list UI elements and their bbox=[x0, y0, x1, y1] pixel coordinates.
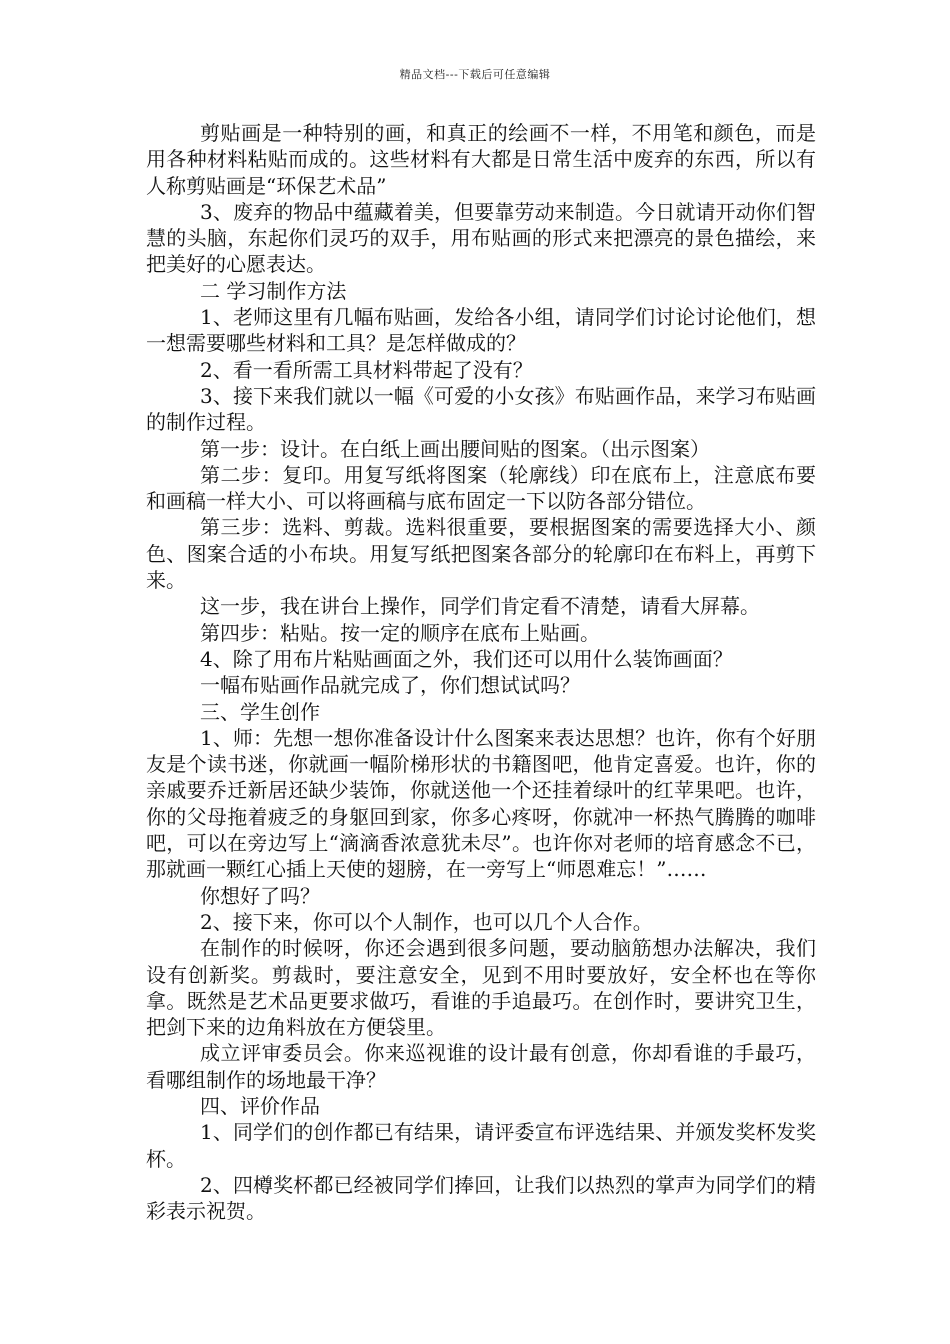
paragraph: 你想好了吗？ bbox=[200, 883, 320, 908]
section-heading: 四、评价作品 bbox=[200, 1093, 320, 1118]
paragraph: 在制作的时候呀，你还会遇到很多问题，要动脑筋想办法解决，我们设有创新奖。剪裁时，要注意安全，见到不用时要放好，安全杯也在等你拿。既然是艺术品更要求做巧，看谁的手追最巧。在创作时，要讲究卫生，把剑下来的边角料放在方便袋里。 bbox=[146, 936, 816, 1040]
section-heading: 二 学习制作方法 bbox=[200, 278, 347, 303]
paragraph: 2、看一看所需工具材料带起了没有？ bbox=[200, 357, 533, 382]
paragraph: 这一步，我在讲台上操作，同学们肯定看不清楚，请看大屏幕。 bbox=[200, 594, 760, 619]
paragraph: 1、师：先想一想你准备设计什么图案来表达思想？也许，你有个好朋友是个读书迷，你就画一幅阶梯形状的书籍图吧，他肯定喜爱。也许，你的亲戚要乔迁新居还缺少装饰，你就送他一个还挂着绿叶的红苹果吧。也许，你的父母拖着疲乏的身躯回到家，你多心疼呀，你就冲一杯热气腾腾的咖啡吧，可以在旁边写上“滴滴香浓意犹未尽”。也许你对老师的培育感念不已，那就画一颗红心插上天使的翅膀，在一旁写上“师恩难忘！”…… bbox=[146, 725, 816, 882]
section-heading: 三、学生创作 bbox=[200, 699, 320, 724]
paragraph: 剪贴画是一种特别的画，和真正的绘画不一样，不用笔和颜色，而是用各种材料粘贴而成的。这些材料有大都是日常生活中废弃的东西，所以有人称剪贴画是“环保艺术品” bbox=[146, 121, 816, 198]
paragraph: 1、同学们的创作都已有结果，请评委宣布评选结果、并颁发奖杯发奖杯。 bbox=[146, 1120, 816, 1171]
paragraph: 成立评审委员会。你来巡视谁的设计最有创意，你却看谁的手最巧，看哪组制作的场地最干净？ bbox=[146, 1041, 816, 1092]
paragraph: 2、四樽奖杯都已经被同学们捧回，让我们以热烈的掌声为同学们的精彩表示祝贺。 bbox=[146, 1172, 816, 1224]
paragraph: 3、废弃的物品中蕴藏着美，但要靠劳动来制造。今日就请开动你们智慧的头脑，东起你们灵巧的双手，用布贴画的形式来把漂亮的景色描绘，来把美好的心愿表达。 bbox=[146, 199, 816, 277]
paragraph: 2、接下来，你可以个人制作，也可以几个人合作。 bbox=[200, 909, 653, 934]
paragraph: 4、除了用布片粘贴画面之外，我们还可以用什么装饰画面？ bbox=[200, 646, 733, 671]
paragraph: 第一步：设计。在白纸上画出腰间贴的图案。（出示图案） bbox=[200, 436, 710, 461]
page-header: 精品文档---下载后可任意编辑 bbox=[399, 68, 551, 81]
document-body bbox=[146, 120, 816, 1224]
paragraph: 第三步：选料、剪裁。选料很重要，要根据图案的需要选择大小、颜色、图案合适的小布块。用复写纸把图案各部分的轮廓印在布料上，再剪下来。 bbox=[146, 515, 816, 593]
paragraph: 1、老师这里有几幅布贴画，发给各小组，请同学们讨论讨论他们，想一想需要哪些材料和工具？是怎样做成的？ bbox=[146, 305, 816, 356]
paragraph: 一幅布贴画作品就完成了，你们想试试吗？ bbox=[200, 673, 580, 698]
paragraph: 第四步：粘贴。按一定的顺序在底布上贴画。 bbox=[200, 620, 600, 645]
paragraph: 第二步：复印。用复写纸将图案（轮廓线）印在底布上，注意底布要和画稿一样大小、可以将画稿与底布固定一下以防各部分错位。 bbox=[146, 462, 816, 514]
paragraph: 3、接下来我们就以一幅《可爱的小女孩》布贴画作品，来学习布贴画的制作过程。 bbox=[146, 383, 816, 435]
